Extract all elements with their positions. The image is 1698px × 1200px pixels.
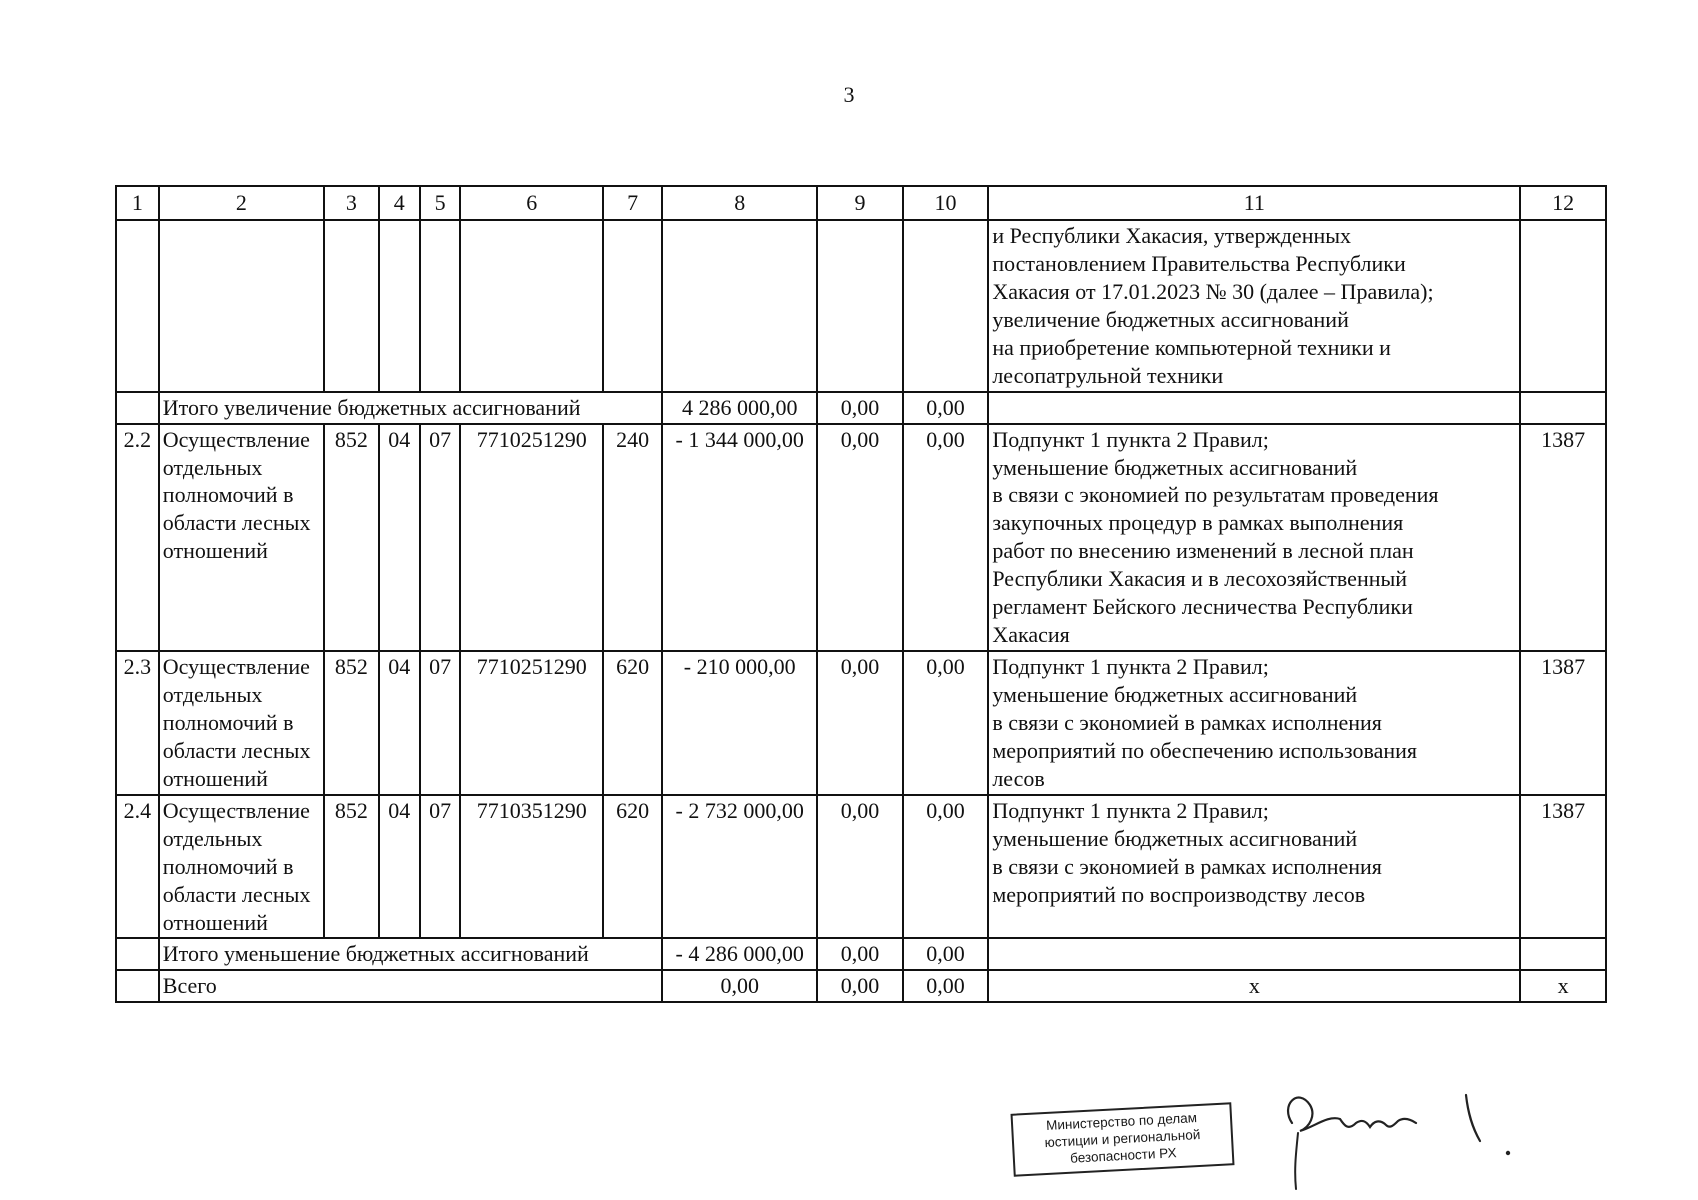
empty-cell	[159, 220, 324, 392]
empty-cell	[1520, 938, 1606, 970]
row-c3: 852	[324, 651, 379, 795]
row-amount: - 2 732 000,00	[662, 795, 817, 939]
row-c5: 07	[420, 651, 461, 795]
empty-cell	[116, 392, 159, 424]
row-name: Осуществление отдельных полномочий в области лесных отношений	[159, 424, 324, 652]
empty-cell	[460, 220, 603, 392]
row-c6: 7710351290	[460, 795, 603, 939]
row-c12: 1387	[1520, 424, 1606, 652]
empty-cell	[988, 938, 1520, 970]
empty-cell	[420, 220, 461, 392]
stamp-line: безопасности РХ	[1069, 1144, 1177, 1166]
total-decrease-c10: 0,00	[903, 938, 989, 970]
empty-cell	[116, 970, 159, 1002]
total-decrease-c9: 0,00	[817, 938, 903, 970]
row-number: 2.2	[116, 424, 159, 652]
header-cell-11: 11	[988, 186, 1520, 220]
total-decrease-amount: - 4 286 000,00	[662, 938, 817, 970]
empty-cell	[662, 220, 817, 392]
continuation-row	[116, 220, 1606, 392]
row-c5: 07	[420, 424, 461, 652]
empty-cell	[817, 220, 903, 392]
row-description: Подпункт 1 пункта 2 Правил; уменьшение бюджетных ассигнований в связи с экономией по результатам проведения закупочных процедур в рамках выполнения работ по внесению изменений в лесной план Республики Хакасия и в лесохозяйственный регламент Бейского лесничества Республики Хакасия	[988, 424, 1520, 652]
row-amount: - 210 000,00	[662, 651, 817, 795]
header-cell-4: 4	[379, 186, 420, 220]
grand-total-c9: 0,00	[817, 970, 903, 1002]
total-increase-c9: 0,00	[817, 392, 903, 424]
total-increase-row	[116, 392, 1606, 424]
table-row	[116, 795, 1606, 939]
empty-cell	[1520, 220, 1606, 392]
row-c3: 852	[324, 795, 379, 939]
stamp-line: юстиции и региональной	[1044, 1126, 1201, 1150]
row-c7: 240	[603, 424, 662, 652]
row-c10: 0,00	[903, 795, 989, 939]
header-cell-12: 12	[1520, 186, 1606, 220]
header-cell-10: 10	[903, 186, 989, 220]
header-cell-7: 7	[603, 186, 662, 220]
grand-total-amount: 0,00	[662, 970, 817, 1002]
row-c9: 0,00	[817, 795, 903, 939]
ministry-stamp	[1011, 1102, 1235, 1176]
row-c10: 0,00	[903, 424, 989, 652]
empty-cell	[603, 220, 662, 392]
total-increase-label: Итого увеличение бюджетных ассигнований	[159, 392, 662, 424]
row-number: 2.3	[116, 651, 159, 795]
stamp-line: Министерство по делам	[1045, 1110, 1198, 1133]
continuation-text: и Республики Хакасия, утвержденных постановлением Правительства Республики Хакасия от 17.01.2023 № 30 (далее – Правила); увеличение бюджетных ассигнований на приобретение компьютерной техники и лесопатрульной техники	[988, 220, 1520, 392]
row-amount: - 1 344 000,00	[662, 424, 817, 652]
header-cell-8: 8	[662, 186, 817, 220]
handwritten-signature	[1270, 1065, 1570, 1195]
header-cell-9: 9	[817, 186, 903, 220]
table-row	[116, 424, 1606, 652]
row-c6: 7710251290	[460, 651, 603, 795]
budget-table	[115, 185, 1607, 1003]
header-cell-3: 3	[324, 186, 379, 220]
row-c4: 04	[379, 651, 420, 795]
header-cell-5: 5	[420, 186, 461, 220]
header-cell-1: 1	[116, 186, 159, 220]
empty-cell	[988, 392, 1520, 424]
row-name: Осуществление отдельных полномочий в области лесных отношений	[159, 795, 324, 939]
empty-cell	[903, 220, 989, 392]
row-number: 2.4	[116, 795, 159, 939]
total-decrease-label: Итого уменьшение бюджетных ассигнований	[159, 938, 662, 970]
grand-total-c11: х	[988, 970, 1520, 1002]
row-c4: 04	[379, 424, 420, 652]
row-c10: 0,00	[903, 651, 989, 795]
page-number: 3	[843, 82, 855, 107]
row-c9: 0,00	[817, 651, 903, 795]
row-c4: 04	[379, 795, 420, 939]
grand-total-c12: х	[1520, 970, 1606, 1002]
row-c9: 0,00	[817, 424, 903, 652]
row-name: Осуществление отдельных полномочий в области лесных отношений	[159, 651, 324, 795]
empty-cell	[324, 220, 379, 392]
row-description: Подпункт 1 пункта 2 Правил; уменьшение бюджетных ассигнований в связи с экономией в рамках исполнения мероприятий по воспроизводству лесов	[988, 795, 1520, 939]
grand-total-label: Всего	[159, 970, 662, 1002]
table-body	[116, 186, 1606, 1002]
table-row	[116, 651, 1606, 795]
row-c7: 620	[603, 651, 662, 795]
empty-cell	[379, 220, 420, 392]
row-c7: 620	[603, 795, 662, 939]
empty-cell	[1520, 392, 1606, 424]
row-description: Подпункт 1 пункта 2 Правил; уменьшение бюджетных ассигнований в связи с экономией в рамках исполнения мероприятий по обеспечению использования лесов	[988, 651, 1520, 795]
total-increase-c10: 0,00	[903, 392, 989, 424]
header-row	[116, 186, 1606, 220]
row-c12: 1387	[1520, 795, 1606, 939]
row-c5: 07	[420, 795, 461, 939]
row-c6: 7710251290	[460, 424, 603, 652]
total-decrease-row	[116, 938, 1606, 970]
row-c12: 1387	[1520, 651, 1606, 795]
header-cell-2: 2	[159, 186, 324, 220]
empty-cell	[116, 220, 159, 392]
row-c3: 852	[324, 424, 379, 652]
total-increase-amount: 4 286 000,00	[662, 392, 817, 424]
header-cell-6: 6	[460, 186, 603, 220]
empty-cell	[116, 938, 159, 970]
grand-total-c10: 0,00	[903, 970, 989, 1002]
grand-total-row	[116, 970, 1606, 1002]
